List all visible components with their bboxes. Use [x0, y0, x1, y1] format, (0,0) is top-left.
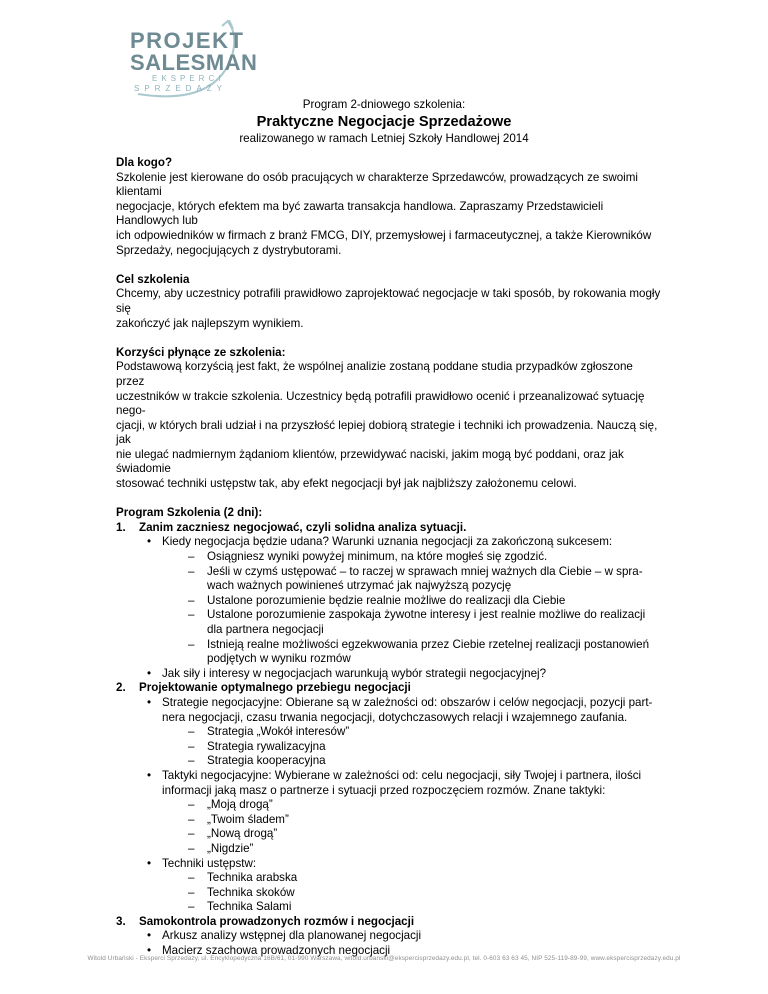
sub-item-text: „Moją drogą” [207, 798, 273, 812]
sub-item [162, 813, 664, 828]
page-footer: Witold Urbański - Eksperci Sprzedaży, ul. Encyklopedyczna 16B/61, 01-990 Warszawa, witold.urbanski@ekspercisprzedazy.edu.pl, tel. 0-603 63 63 45, NIP 525-119-89-99, www.ekspercisprzedazy.edu.pl [87, 955, 681, 962]
program-item [116, 521, 664, 682]
body-line: nie ulegać nadmiernym żądaniom klientów, przewidywać naciski, jakim mogą być poddani, oraz jak świadomie [116, 447, 624, 476]
section-audience [116, 156, 664, 258]
dash-icon: – [188, 725, 195, 739]
sub-item [162, 900, 664, 915]
bullet-text: Jak siły i interesy w negocjacjach warunkują wybór strategii negocjacyjnej? [162, 666, 547, 680]
logo-line-1: PROJEKT [130, 28, 245, 53]
bullet-icon: • [147, 695, 152, 709]
body-line: cjacji, w których brali udział i na przyszłość lepiej dobiorą strategie i techniki ich prowadzenia. Nauczą się, jak [116, 418, 658, 447]
bullet-text: Kiedy negocjacja będzie udana? Warunki uznania negocjacji za zakończoną sukcesem: [162, 535, 613, 549]
bullet-item [139, 535, 664, 666]
bullet-item [139, 667, 664, 682]
sub-item-text: Technika arabska [207, 871, 298, 885]
sub-item [162, 827, 664, 842]
dash-icon: – [188, 637, 195, 651]
bullet-icon: • [147, 535, 152, 549]
item-number: 3. [116, 914, 126, 928]
sub-item-text: wach ważnych powinieneś utrzymać jak najwyższą pozycję [207, 579, 512, 593]
sub-item-text: Strategia rywalizacyjna [207, 739, 326, 753]
document-body [116, 156, 664, 959]
bullet-item [139, 929, 664, 944]
body-line: ich odpowiedników w firmach z branż FMCG, DIY, przemysłowej i farmaceutycznej, a także Kierowników [116, 228, 652, 242]
sub-item-text: podjętych w wyniku rozmów [207, 652, 351, 666]
body-line: uczestników w trakcie szkolenia. Uczestnicy będą potrafili prawidłowo ocenić i przeanalizować sytuację nego- [116, 389, 645, 418]
sub-item [162, 886, 664, 901]
doc-subtitle: Program 2-dniowego szkolenia: [302, 98, 466, 111]
body-line: Podstawową korzyścią jest fakt, że wspólnej analizie zostaną poddane studia przypadków zgłoszone przez [116, 360, 633, 388]
dash-icon: – [188, 564, 195, 578]
section-goal [116, 273, 664, 331]
body-line: Szkolenie jest kierowane do osób pracujących w charakterze Sprzedawców, prowadzących ze swoimi klientami [116, 170, 638, 199]
sub-item-text: „Nową drogą” [207, 827, 278, 841]
dash-icon: – [188, 827, 195, 841]
item-title: Samokontrola prowadzonych rozmów i negocjacji [139, 914, 415, 928]
doc-subline: realizowanego w ramach Letniej Szkoły Handlowej 2014 [239, 132, 529, 145]
sub-item [162, 638, 664, 667]
dash-icon: – [188, 754, 195, 768]
section-heading: Korzyści płynące ze szkolenia: [116, 345, 286, 359]
body-line: Sprzedaży, negocjujących z dystrybutorami. [116, 243, 342, 257]
sub-item-text: „Nigdzie” [207, 841, 254, 855]
section-heading: Cel szkolenia [116, 272, 190, 286]
body-line: zakończyć jak najlepszym wynikiem. [116, 316, 304, 330]
dash-icon: – [188, 608, 195, 622]
sub-item-text: Istnieją realne możliwości egzekwowania przez Ciebie rzetelnej realizacji postanowień [207, 637, 650, 651]
body-line: Chcemy, aby uczestnicy potrafili prawidłowo zaprojektować negocjacje w taki sposób, by rokowania mogły się [116, 287, 661, 315]
sub-item [162, 550, 664, 565]
section-benefits [116, 346, 664, 492]
logo [100, 20, 260, 100]
sub-item-text: Strategia kooperacyjna [207, 754, 326, 768]
bullet-text: Techniki ustępstw: [162, 856, 257, 870]
dash-icon: – [188, 900, 195, 914]
bullet-icon: • [147, 768, 152, 782]
bullet-text: Taktyki negocjacyjne: Wybierane w zależności od: celu negocjacji, siły Twojej i partnera, ilości [162, 768, 642, 782]
sub-item-text: Osiągniesz wyniki powyżej minimum, na które mogłeś się zgodzić. [207, 550, 548, 564]
bullet-text: nera negocjacji, czasu trwania negocjacji, dotychczasowych relacji i wzajemnego zaufania. [162, 710, 628, 724]
dash-icon: – [188, 812, 195, 826]
dash-icon: – [188, 885, 195, 899]
program-list [116, 521, 664, 959]
logo-line-2: SALESMAN [130, 50, 258, 75]
bullet-item [139, 769, 664, 857]
doc-title: Praktyczne Negocjacje Sprzedażowe [256, 114, 512, 130]
bullet-text: Macierz szachowa prowadzonych negocjacji [162, 944, 391, 958]
sub-item-text: Strategia „Wokół interesów” [207, 725, 350, 739]
item-title: Zanim zaczniesz negocjować, czyli solidna analiza sytuacji. [139, 520, 467, 534]
bullet-text: Arkusz analizy wstępnej dla planowanej negocjacji [162, 929, 422, 943]
sub-item-text: Ustalone porozumienie zaspokaja żywotne interesy i jest realnie możliwe do realizacji [207, 608, 646, 622]
sub-item [162, 842, 664, 857]
sub-item-text: dla partnera negocjacji [207, 623, 324, 636]
logo-line-3: EKSPERCI [152, 74, 225, 83]
bullet-icon: • [147, 856, 152, 870]
sub-item [162, 754, 664, 769]
dash-icon: – [188, 593, 195, 607]
bullet-text: informacji jaką masz o partnerze i sytuacji przed rozpoczęciem rozmów. Znane taktyki: [162, 783, 606, 797]
bullet-icon: • [147, 666, 152, 680]
sub-item [162, 725, 664, 740]
sub-item-text: „Twoim śladem” [207, 812, 289, 826]
sub-item [162, 594, 664, 609]
program-item [116, 681, 664, 915]
bullet-item [139, 696, 664, 769]
sub-item [162, 565, 664, 594]
body-line: stosować techniki ustępstw tak, aby efekt negocjacji był jak najbliższy założonemu celowi. [116, 477, 577, 491]
bullet-icon: • [147, 929, 152, 943]
sub-item-text: Jeśli w czymś ustępować – to raczej w sprawach mniej ważnych dla Ciebie – w spra- [207, 564, 643, 578]
dash-icon: – [188, 798, 195, 812]
bullet-text: Strategie negocjacyjne: Obierane są w zależności od: obszarów i celów negocjacji, pozycji part- [162, 695, 653, 709]
section-heading: Dla kogo? [116, 156, 173, 169]
sub-item-text: Ustalone porozumienie będzie realnie możliwe do realizacji dla Ciebie [207, 593, 566, 607]
dash-icon: – [188, 739, 195, 753]
bullet-item [139, 857, 664, 915]
program-heading: Program Szkolenia (2 dni): [116, 506, 263, 520]
sub-item [162, 740, 664, 755]
item-number: 2. [116, 681, 126, 695]
sub-item-text: Technika skoków [207, 885, 295, 899]
sub-item [162, 798, 664, 813]
sub-item [162, 871, 664, 886]
sub-item-text: Technika Salami [207, 900, 292, 914]
bullet-icon: • [147, 944, 152, 958]
dash-icon: – [188, 841, 195, 855]
logo-line-4: SPRZEDAŻY [134, 84, 228, 93]
body-line: negocjacje, których efektem ma być zawarta transakcja handlowa. Zapraszamy Przedstawicieli Handlowych lub [116, 199, 604, 228]
item-title: Projektowanie optymalnego przebiegu negocjacji [139, 681, 411, 695]
item-number: 1. [116, 520, 126, 534]
dash-icon: – [188, 550, 195, 564]
dash-icon: – [188, 871, 195, 885]
sub-item [162, 608, 664, 637]
